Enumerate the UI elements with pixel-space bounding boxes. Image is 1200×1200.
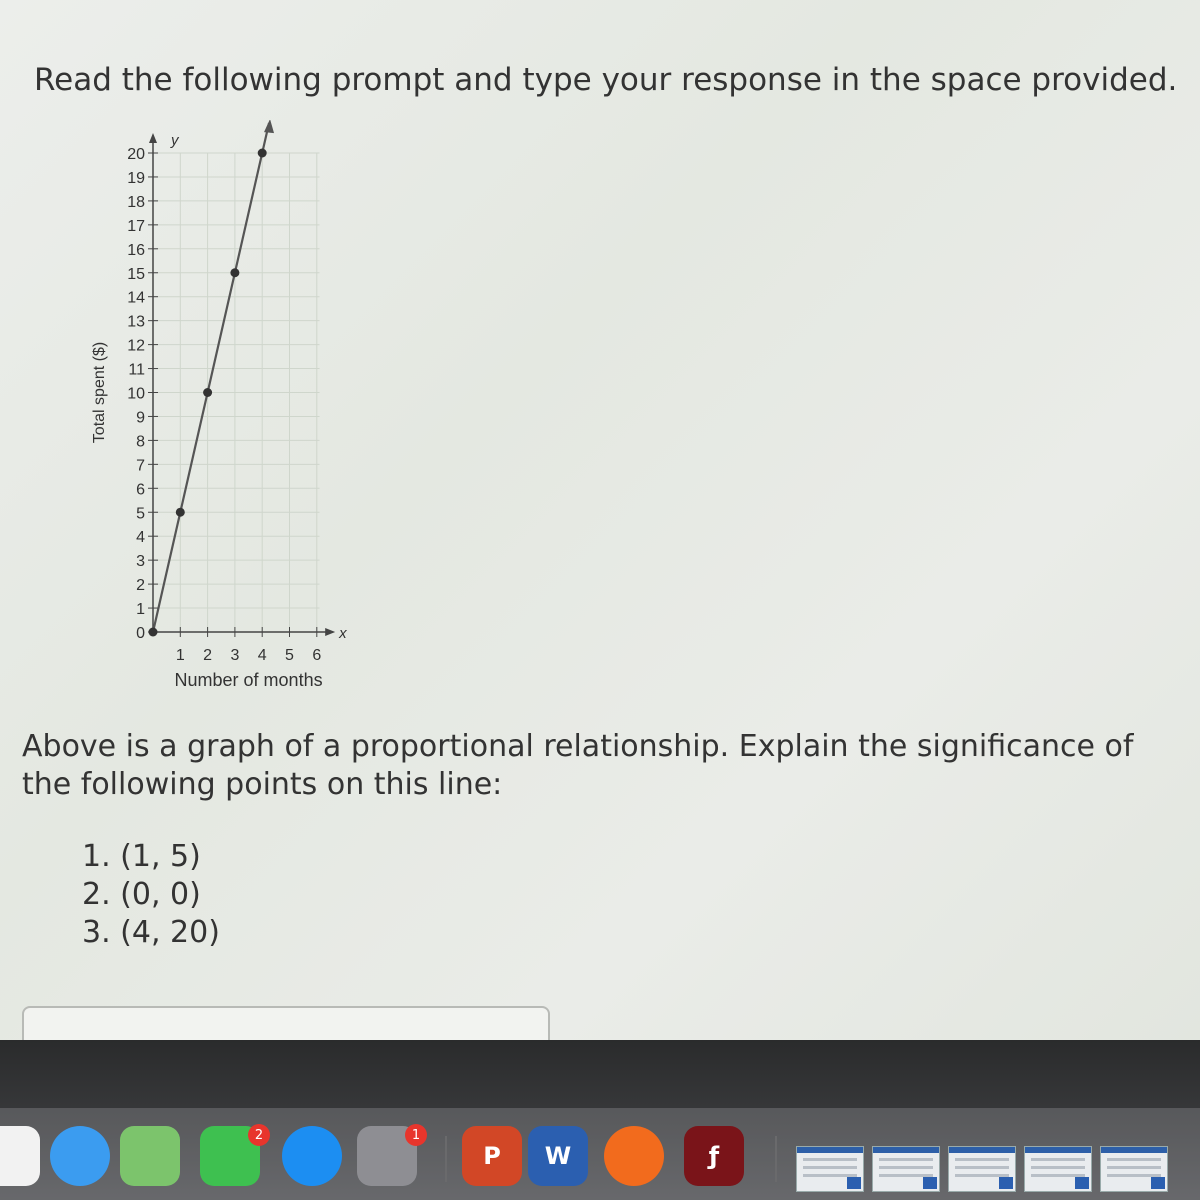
- messages-app-icon[interactable]: [50, 1126, 110, 1186]
- y-tick-label: 5: [136, 505, 145, 523]
- y-tick-label: 3: [136, 553, 145, 571]
- word-badge-icon: [999, 1177, 1013, 1189]
- x-tick-label: 4: [257, 647, 267, 664]
- x-tick-label: 2: [203, 647, 213, 664]
- powerpoint-app-letter: P: [483, 1142, 501, 1170]
- data-point: [258, 149, 267, 158]
- flash-player-letter: ƒ: [708, 1142, 720, 1170]
- point-item-2: 2. (0, 0): [82, 877, 201, 912]
- word-badge-icon: [847, 1177, 861, 1189]
- window-thumbnail[interactable]: [796, 1146, 864, 1192]
- word-app-icon[interactable]: [528, 1126, 588, 1186]
- question-text: Above is a graph of a proportional relationship. Explain the significance of the following points on this line:: [22, 729, 1134, 802]
- y-tick-label: 17: [127, 217, 145, 235]
- series-line: [153, 123, 269, 632]
- data-point: [176, 508, 185, 517]
- chart-svg: [80, 120, 380, 710]
- word-badge-icon: [1075, 1177, 1089, 1189]
- y-tick-label: 9: [136, 409, 145, 427]
- y-tick-label: 12: [127, 337, 145, 355]
- notification-badge: 1: [405, 1124, 427, 1146]
- y-tick-label: 16: [127, 241, 145, 259]
- y-tick-label: 11: [128, 361, 145, 379]
- y-axis-letter: y: [171, 132, 179, 149]
- x-axis-letter: x: [339, 625, 347, 642]
- word-badge-icon: [923, 1177, 937, 1189]
- window-thumbnail[interactable]: [948, 1146, 1016, 1192]
- y-axis-title: Total spent ($): [91, 341, 108, 444]
- y-tick-label: 4: [136, 529, 145, 547]
- data-point: [203, 388, 212, 397]
- y-tick-label: 6: [136, 481, 145, 499]
- app-store-icon[interactable]: [282, 1126, 342, 1186]
- x-tick-label: 3: [230, 647, 240, 664]
- data-point: [230, 268, 239, 277]
- y-tick-label: 15: [127, 265, 145, 283]
- y-axis-arrow: [149, 133, 157, 143]
- x-axis-title: Number of months: [174, 670, 323, 690]
- data-point: [149, 628, 158, 637]
- window-thumbnail[interactable]: [1100, 1146, 1168, 1192]
- photos-app-icon[interactable]: [0, 1126, 40, 1186]
- y-tick-label: 13: [127, 313, 145, 331]
- y-tick-label: 20: [127, 146, 145, 163]
- x-tick-label: 5: [285, 647, 294, 664]
- origin-app-icon[interactable]: [604, 1126, 664, 1186]
- y-tick-label: 0: [136, 625, 145, 642]
- series-arrow: [264, 120, 274, 133]
- notification-badge: 2: [248, 1124, 270, 1146]
- x-tick-label: 1: [175, 647, 185, 664]
- y-tick-label: 2: [136, 577, 145, 595]
- x-tick-label: 6: [312, 647, 322, 664]
- dock-shelf: [0, 1108, 1200, 1200]
- y-tick-label: 8: [136, 433, 145, 451]
- points-list: [82, 838, 220, 952]
- word-badge-icon: [1151, 1177, 1165, 1189]
- point-item-1: 1. (1, 5): [82, 839, 201, 874]
- flash-player-icon[interactable]: [684, 1126, 744, 1186]
- word-app-letter: W: [544, 1142, 572, 1170]
- y-tick-label: 14: [127, 289, 145, 307]
- maps-app-icon[interactable]: [120, 1126, 180, 1186]
- powerpoint-app-icon[interactable]: [462, 1126, 522, 1186]
- y-tick-label: 18: [127, 193, 145, 211]
- dock-separator: [445, 1136, 447, 1182]
- y-tick-label: 7: [136, 457, 145, 475]
- proportional-graph: [80, 120, 380, 710]
- y-tick-label: 10: [127, 385, 145, 403]
- window-thumbnail[interactable]: [1024, 1146, 1092, 1192]
- y-tick-label: 19: [127, 169, 145, 187]
- prompt-header: Read the following prompt and type your response in the space provided.: [34, 62, 1178, 98]
- y-tick-label: 1: [136, 601, 145, 619]
- dock-separator: [775, 1136, 777, 1182]
- x-axis-arrow: [325, 628, 335, 636]
- window-thumbnail[interactable]: [872, 1146, 940, 1192]
- point-item-3: 3. (4, 20): [82, 915, 220, 950]
